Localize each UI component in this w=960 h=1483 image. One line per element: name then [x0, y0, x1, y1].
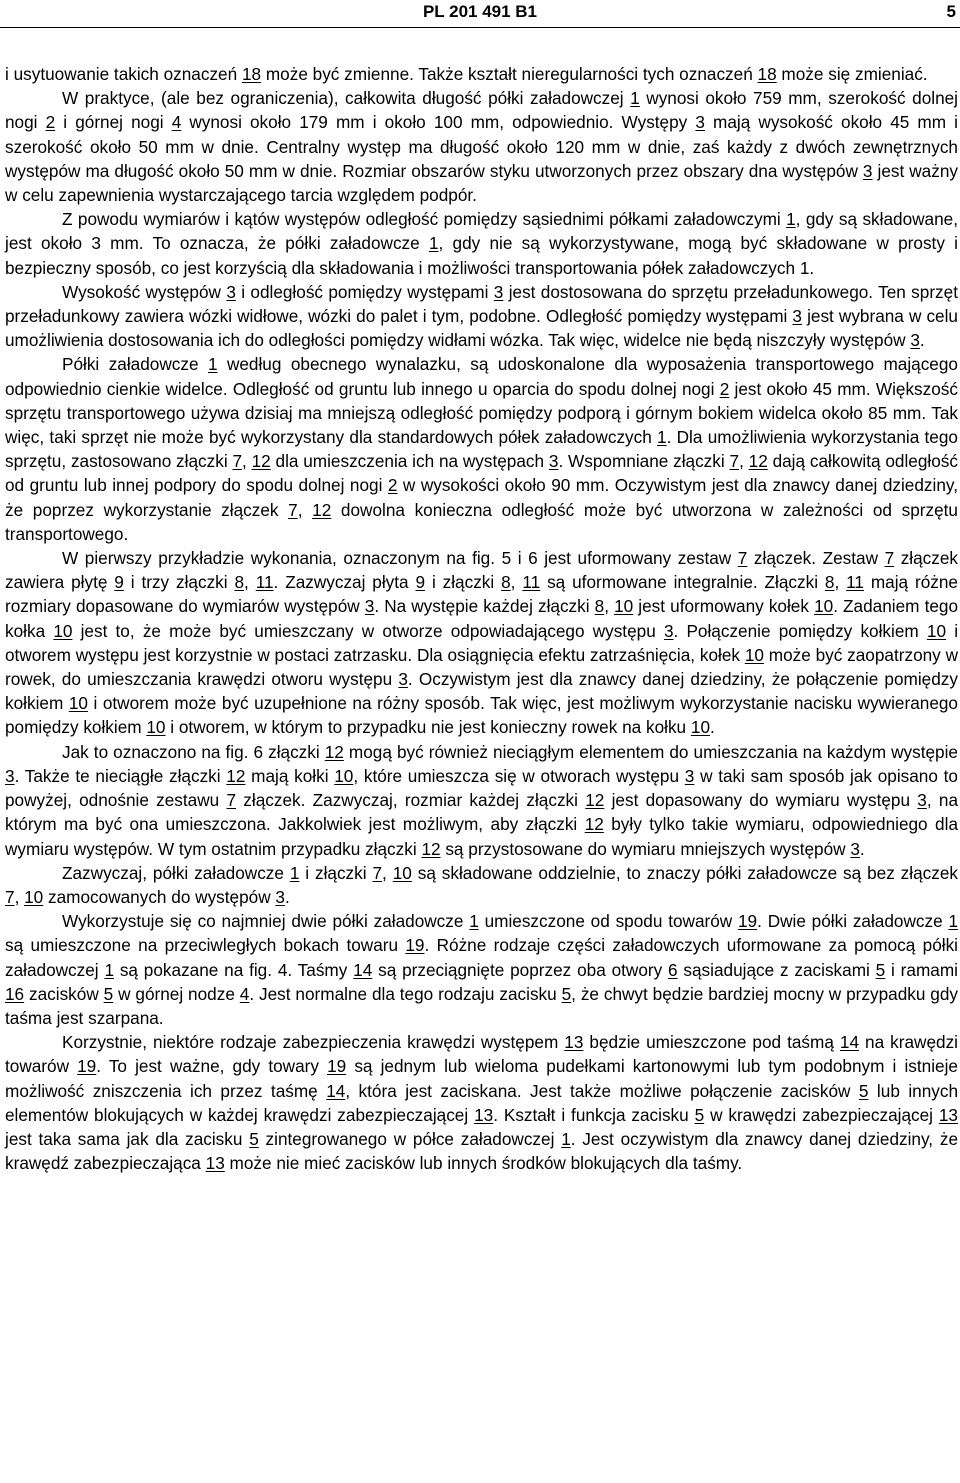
paragraph: Półki załadowcze 1 według obecnego wynalazku, są udoskonalone dla wyposażenia transportowego mającego odpowiednio cienkie widelce. Odległość od gruntu lub innego u oparcia do spodu dolnej nogi 2 jest około 45 mm. Większość sprzętu transportowego używa dzisiaj ma mniejszą odległość pomiędzy podporą i górnym bokiem widelca około 85 mm. Tak więc, taki sprzęt nie może być wykorzystany dla standardowych półek załadowczych 1. Dla umożliwienia wykorzystania tego sprzętu, zastosowano złączki 7, 12 dla umieszczenia ich na występach 3. Wspomniane złączki 7, 12 dają całkowitą odległość od gruntu lub innej podpory do spodu dolnej nogi 2 w wysokości około 90 mm. Oczywistym jest dla znawcy danej dziedziny, że poprzez wykorzystanie złączek 7, 12 dowolna konieczna odległość może być utworzona w zależności od sprzętu transportowego.: [5, 354, 958, 544]
paragraph: i usytuowanie takich oznaczeń 18 może być zmienne. Także kształt nieregularności tych oznaczeń 18 może się zmieniać.: [5, 64, 928, 84]
document-id: PL 201 491 B1: [422, 2, 538, 21]
paragraph: W pierwszy przykładzie wykonania, oznaczonym na fig. 5 i 6 jest uformowany zestaw 7 złączek. Zestaw 7 złączek zawiera płytę 9 i trzy złączki 8, 11. Zazwyczaj płyta 9 i złączki 8, 11 są uformowane integralnie. Złączki 8, 11 mają różne rozmiary dopasowane do wymiarów występów 3. Na występie każdej złączki 8, 10 jest uformowany kołek 10. Zadaniem tego kołka 10 jest to, że może być umieszczany w otworze odpowiadającego występu 3. Połączenie pomiędzy kołkiem 10 i otworem występu jest korzystnie w postaci zatrzasku. Dla osiągnięcia efektu zatrzaśnięcia, kołek 10 może być zaopatrzony w rowek, do umieszczania krawędzi otworu występu 3. Oczywistym jest dla znawcy danej dziedziny, że połączenie pomiędzy kołkiem 10 i otworem może być uzupełnione na różny sposób. Tak więc, jest możliwym wykorzystanie nacisku wywieranego pomiędzy kołkiem 10 i otworem, w którym to przypadku nie jest konieczny rowek na kołku 10.: [5, 548, 959, 738]
paragraph: W praktyce, (ale bez ograniczenia), całkowita długość półki załadowczej 1 wynosi około 759 mm, szerokość dolnej nogi 2 i górnej nogi 4 wynosi około 179 mm i około 100 mm, odpowiednio. Występy 3 mają wysokość około 45 mm i szerokość około 50 mm w dnie. Centralny występ ma długość około 120 mm w dnie, zaś każdy z dwóch zewnętrznych występów ma długość około 50 mm w dnie. Rozmiar obszarów styku utworzonych przez obszary dna występów 3 jest ważny w celu zapewnienia wystarczającego tarcia względem podpór.: [5, 88, 959, 206]
paragraph: Z powodu wymiarów i kątów występów odległość pomiędzy sąsiednimi półkami załadowczymi 1, gdy są składowane, jest około 3 mm. To oznacza, że półki załadowcze 1, gdy nie są wykorzystywane, mogą być składowane w prosty i bezpieczny sposób, co jest korzyścią dla składowania i możliwości transportowania półek załadowczych 1.: [5, 209, 958, 278]
paragraph: Wysokość występów 3 i odległość pomiędzy występami 3 jest dostosowana do sprzętu przeładunkowego. Ten sprzęt przeładunkowy zawiera wózki widłowe, wózki do palet i tym, podobne. Odległość pomiędzy występami 3 jest wybrana w celu umożliwienia dostosowania ich do odległości pomiędzy widłami wózka. Tak więc, widelce nie będą niszczyły występów 3.: [5, 281, 958, 351]
page-header: [0, 0, 960, 28]
paragraph: Korzystnie, niektóre rodzaje zabezpieczenia krawędzi występem 13 będzie umieszczone pod taśmą 14 na krawędzi towarów 19. To jest ważne, gdy towary 19 są jednym lub wieloma pudełkami kartonowymi lub tym podobnym i istnieje możliwość zniszczenia ich przez taśmę 14, która jest zaciskana. Jest także możliwe połączenie zacisków 5 lub innych elementów blokujących w każdej krawędzi zabezpieczającej 13. Kształt i funkcja zacisku 5 w krawędzi zabezpieczającej 13 jest taka sama jak dla zacisku 5 zintegrowanego w półce załadowczej 1. Jest oczywistym dla znawcy danej dziedziny, że krawędź zabezpieczająca 13 może nie mieć zacisków lub innych środków blokujących dla taśmy.: [5, 1032, 959, 1174]
paragraph: Wykorzystuje się co najmniej dwie półki załadowcze 1 umieszczone od spodu towarów 19. Dwie półki załadowcze 1 są umieszczone na przeciwległych bokach towaru 19. Różne rodzaje części załadowczych uformowane za pomocą półki załadowczej 1 są pokazane na fig. 4. Taśmy 14 są przeciągnięte poprzez oba otwory 6 sąsiadujące z zaciskami 5 i ramami 16 zacisków 5 w górnej nodze 4. Jest normalne dla tego rodzaju zacisku 5, że chwyt będzie bardziej mocny w przypadku gdy taśma jest szarpana.: [5, 911, 959, 1028]
paragraph: Jak to oznaczono na fig. 6 złączki 12 mogą być również nieciągłym elementem do umieszczania na każdym występie 3. Także te nieciągłe złączki 12 mają kołki 10, które umieszcza się w otworach występu 3 w taki sam sposób jak opisano to powyżej, odnośnie zestawu 7 złączek. Zazwyczaj, rozmiar każdej złączki 12 jest dopasowany do wymiaru występu 3, na którym ma być ona umieszczona. Jakkolwiek jest możliwym, aby złączki 12 były tylko takie wymiaru, odpowiedniego dla wymiaru występów. W tym ostatnim przypadku złączki 12 są przystosowane do wymiaru mniejszych występów 3.: [5, 741, 959, 859]
paragraph: Zazwyczaj, półki załadowcze 1 i złączki 7, 10 są składowane oddzielnie, to znaczy półki załadowcze są bez złączek 7, 10 zamocowanych do występów 3.: [5, 862, 958, 907]
body-text: [5, 62, 958, 1175]
page-number: 5: [946, 2, 956, 21]
